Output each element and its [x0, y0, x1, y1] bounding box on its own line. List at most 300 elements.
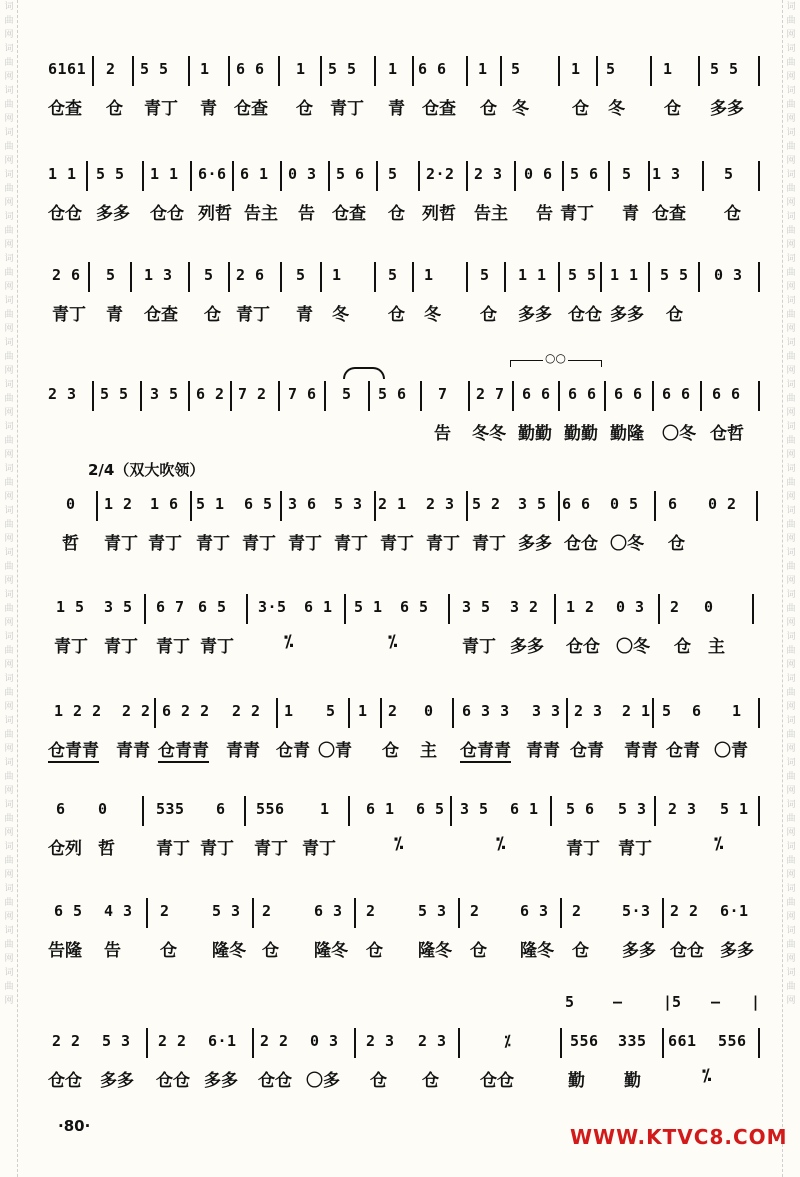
barline — [86, 161, 88, 191]
barline — [190, 161, 192, 191]
note-group: 2 3 — [48, 385, 77, 403]
barline — [374, 491, 376, 521]
note-group: 2 — [160, 902, 170, 920]
note-group: 5 5 — [660, 266, 689, 284]
note-group: 6·1 — [720, 902, 749, 920]
note-group: 6 6 — [568, 385, 597, 403]
note-group: 3 2 — [510, 598, 539, 616]
note-group: 556 — [570, 1032, 599, 1050]
note-group: 0 3 — [616, 598, 645, 616]
percussion-syllable: 告 — [298, 204, 315, 224]
notation-row — [48, 165, 758, 191]
percussion-syllable: 冬 — [424, 305, 441, 325]
notation-row — [48, 266, 758, 292]
note-group: 556 — [718, 1032, 747, 1050]
percussion-syllable: 〇冬 — [662, 424, 696, 444]
barline — [280, 491, 282, 521]
percussion-syllable: 青丁 — [54, 637, 88, 657]
note-group: 0 — [424, 702, 434, 720]
barline — [652, 381, 654, 411]
note-group: 6·6 — [198, 165, 227, 183]
barline — [244, 796, 246, 826]
barline — [188, 56, 190, 86]
percussion-syllable: 告主 — [474, 204, 508, 224]
percussion-syllable: 列哲 — [422, 204, 456, 224]
note-group: 1 2 — [104, 495, 133, 513]
barline — [512, 381, 514, 411]
percussion-syllable: 青青 — [624, 741, 658, 761]
note-group: 0 5 — [610, 495, 639, 513]
note-group: 5 6 — [336, 165, 365, 183]
note-group: 5 3 — [212, 902, 241, 920]
barline — [418, 161, 420, 191]
percussion-syllable: 仓 — [204, 305, 221, 325]
percussion-syllable: 青 — [622, 204, 639, 224]
barline — [468, 381, 470, 411]
percussion-syllable: 仓 — [674, 637, 691, 657]
percussion-syllable: 青 — [388, 99, 405, 119]
notation-row — [48, 800, 758, 826]
barline — [700, 381, 702, 411]
note-group: 2 6 — [236, 266, 265, 284]
note-group: 0 3 — [310, 1032, 339, 1050]
note-group: 1 6 — [150, 495, 179, 513]
note-group: 5 6 — [378, 385, 407, 403]
note-group: 6 5 — [416, 800, 445, 818]
percussion-syllable: 多多 — [610, 305, 644, 325]
barline — [504, 262, 506, 292]
barline — [142, 796, 144, 826]
note-group: 7 — [438, 385, 448, 403]
note-group: 5 2 — [472, 495, 501, 513]
note-group: 6 3 3 — [462, 702, 510, 720]
percussion-syllable: 青丁 — [242, 534, 276, 554]
note-group: 5 — [622, 165, 632, 183]
percussion-syllable: 多多 — [96, 204, 130, 224]
percussion-syllable: 青青 — [226, 741, 260, 761]
percussion-syllable: 多多 — [518, 305, 552, 325]
percussion-syllable: 仓仓 — [48, 204, 82, 224]
notation-row — [48, 702, 758, 728]
percussion-syllable-row — [48, 529, 758, 553]
note-group: 1 1 — [610, 266, 639, 284]
score-system — [48, 800, 758, 858]
note-group: 2 — [470, 902, 480, 920]
note-group: 5 — [388, 165, 398, 183]
note-group: 5 3 — [102, 1032, 131, 1050]
note-group: 1 — [320, 800, 330, 818]
note-group: 2·2 — [426, 165, 455, 183]
note-group: 5 — [606, 60, 616, 78]
note-group: 6 6 — [662, 385, 691, 403]
barline — [276, 698, 278, 728]
barline — [758, 1028, 760, 1058]
note-group: 5 5 — [96, 165, 125, 183]
percussion-syllable: 冬冬 — [472, 424, 506, 444]
note-group: 2 1 — [622, 702, 651, 720]
barline — [96, 491, 98, 521]
barline — [558, 56, 560, 86]
barline — [662, 1028, 664, 1058]
note-group: 2 3 — [426, 495, 455, 513]
note-group: 6 6 — [236, 60, 265, 78]
barline — [450, 796, 452, 826]
barline — [188, 262, 190, 292]
percussion-syllable: 多多 — [510, 637, 544, 657]
percussion-syllable: 仓仓 — [568, 305, 602, 325]
note-group: 6 6 — [522, 385, 551, 403]
note-group: 1 1 — [48, 165, 77, 183]
barline — [252, 1028, 254, 1058]
percussion-syllable: ⁒ — [388, 632, 398, 652]
percussion-syllable: 仓仓 — [566, 637, 600, 657]
barline — [230, 381, 232, 411]
barline — [604, 381, 606, 411]
note-group: 7 6 — [288, 385, 317, 403]
percussion-syllable: 青丁 — [104, 534, 138, 554]
percussion-syllable: 仓 — [724, 204, 741, 224]
barline — [654, 491, 656, 521]
note-group: 3 5 — [462, 598, 491, 616]
barline — [154, 698, 156, 728]
barline — [654, 796, 656, 826]
percussion-syllable: 冬 — [332, 305, 349, 325]
barline — [252, 898, 254, 928]
note-group: 5 — [204, 266, 214, 284]
percussion-syllable: 〇冬 — [616, 637, 650, 657]
barline — [698, 262, 700, 292]
note-group: 3 5 — [460, 800, 489, 818]
barline — [348, 698, 350, 728]
percussion-syllable: 多多 — [622, 941, 656, 961]
barline — [190, 491, 192, 521]
note-group: 5 3 — [618, 800, 647, 818]
percussion-syllable: 勤 — [568, 1071, 585, 1091]
percussion-syllable: 多多 — [518, 534, 552, 554]
percussion-syllable: 仓 — [480, 305, 497, 325]
percussion-syllable: 青青 — [116, 741, 150, 761]
percussion-syllable: 仓 — [388, 204, 405, 224]
percussion-syllable: 〇冬 — [610, 534, 644, 554]
note-group: 2 — [106, 60, 116, 78]
note-group: 6 5 — [400, 598, 429, 616]
note-group: 1 — [332, 266, 342, 284]
barline — [130, 262, 132, 292]
note-group: 2 — [670, 598, 680, 616]
barline — [648, 161, 650, 191]
note-group: 3·5 — [258, 598, 287, 616]
percussion-syllable: 仓仓 — [670, 941, 704, 961]
note-group: 6 6 — [562, 495, 591, 513]
percussion-syllable: 青丁 — [618, 839, 652, 859]
note-group: 2 7 — [476, 385, 505, 403]
barline — [374, 262, 376, 292]
percussion-syllable: 青丁 — [472, 534, 506, 554]
note-group: 2 3 — [574, 702, 603, 720]
percussion-syllable: 仓青 — [570, 741, 604, 761]
percussion-syllable: 冬 — [608, 99, 625, 119]
note-group: 6 6 — [614, 385, 643, 403]
barline — [560, 1028, 562, 1058]
percussion-syllable: 青丁 — [330, 99, 364, 119]
percussion-syllable: 青丁 — [236, 305, 270, 325]
percussion-syllable: 青丁 — [380, 534, 414, 554]
percussion-syllable: 青丁 — [560, 204, 594, 224]
volta-dash-1: — — [613, 993, 623, 1011]
percussion-syllable-row — [48, 736, 758, 760]
percussion-syllable: 仓仓 — [258, 1071, 292, 1091]
percussion-syllable: 仓仓 — [564, 534, 598, 554]
note-group: 2 2 — [158, 1032, 187, 1050]
percussion-syllable: 仓仓 — [480, 1071, 514, 1091]
percussion-syllable: 青丁 — [200, 637, 234, 657]
score-system — [48, 60, 758, 118]
barline — [650, 56, 652, 86]
barline — [566, 698, 568, 728]
note-group: 2 — [572, 902, 582, 920]
percussion-syllable: 青 — [106, 305, 123, 325]
note-group: 6 1 — [366, 800, 395, 818]
barline — [146, 1028, 148, 1058]
percussion-syllable: 青丁 — [148, 534, 182, 554]
barline — [448, 594, 450, 624]
percussion-syllable: 仓查 — [422, 99, 456, 119]
notation-row — [48, 598, 758, 624]
right-edge-dashes — [782, 0, 783, 1177]
side-watermark-right: 词曲网词曲网词曲网词曲网词曲网词曲网词曲网词曲网词曲网词曲网词曲网词曲网词曲网词曲网词曲网词曲网词曲网词曲网词曲网词曲网词曲网词曲网词曲网词曲网 — [786, 2, 796, 1006]
score-system — [48, 385, 758, 443]
barline — [458, 1028, 460, 1058]
barline — [558, 491, 560, 521]
note-group: 5 1 — [354, 598, 383, 616]
notation-row — [48, 495, 758, 521]
barline — [758, 56, 760, 86]
percussion-syllable: 仓查 — [144, 305, 178, 325]
barline — [608, 161, 610, 191]
note-group: 2 1 — [378, 495, 407, 513]
note-group: 0 3 — [288, 165, 317, 183]
percussion-syllable: 青 — [296, 305, 313, 325]
percussion-syllable: 列哲 — [198, 204, 232, 224]
percussion-syllable: 告隆 — [48, 941, 82, 961]
note-group: 2 — [388, 702, 398, 720]
percussion-syllable: 青丁 — [462, 637, 496, 657]
note-group: 1 — [663, 60, 673, 78]
percussion-syllable: 青丁 — [200, 839, 234, 859]
score-system — [48, 702, 758, 760]
barline — [368, 381, 370, 411]
barline — [596, 56, 598, 86]
barline — [328, 161, 330, 191]
notation-row — [48, 385, 758, 411]
site-watermark: WWW.KTVC8.COM — [570, 1125, 788, 1149]
percussion-syllable: 仓 — [262, 941, 279, 961]
note-group: 5 — [106, 266, 116, 284]
percussion-syllable: 哲 — [98, 839, 115, 859]
barline — [376, 161, 378, 191]
percussion-syllable-row — [48, 936, 758, 960]
barline — [324, 381, 326, 411]
percussion-syllable: 〇青 — [714, 741, 748, 761]
percussion-syllable: 仓 — [664, 99, 681, 119]
percussion-syllable: 仓仓 — [156, 1071, 190, 1091]
note-group: 5 — [388, 266, 398, 284]
percussion-syllable: 仓青青 — [48, 736, 99, 763]
note-group: 5 — [480, 266, 490, 284]
barline — [144, 594, 146, 624]
note-group: ⁒ — [504, 1032, 512, 1050]
barline — [500, 56, 502, 86]
note-group: 1 1 — [518, 266, 547, 284]
note-group: 6 6 — [418, 60, 447, 78]
percussion-syllable: 仓青青 — [460, 736, 511, 763]
note-group: 5 5 — [140, 60, 169, 78]
percussion-syllable: 仓青 — [276, 741, 310, 761]
percussion-syllable: 仓查 — [48, 99, 82, 119]
note-group: 1 — [284, 702, 294, 720]
barline — [562, 161, 564, 191]
notation-row — [48, 902, 758, 928]
note-group: 1 3 — [652, 165, 681, 183]
note-group: 1 — [571, 60, 581, 78]
barline — [132, 56, 134, 86]
score-system — [48, 165, 758, 223]
side-watermark-left: 词曲网词曲网词曲网词曲网词曲网词曲网词曲网词曲网词曲网词曲网词曲网词曲网词曲网词曲网词曲网词曲网词曲网词曲网词曲网词曲网词曲网词曲网词曲网词曲网 — [4, 2, 14, 1006]
percussion-syllable: ⁒ — [702, 1066, 712, 1086]
note-group: 3 5 — [104, 598, 133, 616]
percussion-syllable-row — [48, 1066, 758, 1090]
note-group: 6 1 — [240, 165, 269, 183]
barline — [320, 56, 322, 86]
percussion-syllable: 勤隆 — [610, 424, 644, 444]
percussion-syllable: 多多 — [710, 99, 744, 119]
note-group: 6 1 — [510, 800, 539, 818]
note-group: 5 — [511, 60, 521, 78]
page-number: ·80· — [58, 1117, 91, 1135]
percussion-syllable: 青丁 — [156, 637, 190, 657]
note-group: 6·1 — [208, 1032, 237, 1050]
percussion-syllable: 哲 — [62, 534, 79, 554]
barline — [232, 161, 234, 191]
percussion-syllable: 多多 — [720, 941, 754, 961]
note-group: 335 — [618, 1032, 647, 1050]
note-group: 1 — [424, 266, 434, 284]
barline — [758, 698, 760, 728]
note-group: 6 7 — [156, 598, 185, 616]
percussion-syllable: 勤勤 — [518, 424, 552, 444]
score-system — [48, 902, 758, 960]
note-group: 6 2 — [196, 385, 225, 403]
note-group: 6 5 — [198, 598, 227, 616]
percussion-syllable: 仓 — [366, 941, 383, 961]
note-group: 6161 — [48, 60, 87, 78]
percussion-syllable: 〇青 — [318, 741, 352, 761]
barline — [280, 161, 282, 191]
note-group: 5 — [326, 702, 336, 720]
note-group: 2 2 — [260, 1032, 289, 1050]
note-group: 0 6 — [524, 165, 553, 183]
note-group: 6 — [668, 495, 678, 513]
percussion-syllable: 仓仓 — [48, 1071, 82, 1091]
percussion-syllable: 青丁 — [288, 534, 322, 554]
barline — [278, 381, 280, 411]
note-group: 5 — [662, 702, 672, 720]
barline — [658, 594, 660, 624]
note-group: 1 5 — [56, 598, 85, 616]
barline — [458, 898, 460, 928]
percussion-syllable: 告 — [536, 204, 553, 224]
percussion-syllable: 勤 — [624, 1071, 641, 1091]
note-group: 1 — [388, 60, 398, 78]
note-group: 5 3 — [418, 902, 447, 920]
barline — [412, 262, 414, 292]
note-group: 1 — [478, 60, 488, 78]
percussion-syllable: 仓查 — [652, 204, 686, 224]
percussion-syllable: 告主 — [244, 204, 278, 224]
note-group: 5 — [724, 165, 734, 183]
barline — [554, 594, 556, 624]
barline — [758, 381, 760, 411]
note-group: 1 — [732, 702, 742, 720]
note-group: 3 3 — [532, 702, 561, 720]
note-group: 5 — [296, 266, 306, 284]
percussion-syllable: 青丁 — [566, 839, 600, 859]
barline — [558, 381, 560, 411]
percussion-syllable: 仓 — [370, 1071, 387, 1091]
note-group: 6 — [56, 800, 66, 818]
note-group: 3 6 — [288, 495, 317, 513]
barline — [246, 594, 248, 624]
percussion-syllable-row — [48, 419, 758, 443]
barline — [698, 56, 700, 86]
percussion-syllable: 隆冬 — [418, 941, 452, 961]
barline — [228, 56, 230, 86]
barline — [92, 381, 94, 411]
percussion-syllable: 青丁 — [104, 637, 138, 657]
percussion-syllable: 仓 — [422, 1071, 439, 1091]
barline — [648, 262, 650, 292]
percussion-syllable: 青青 — [526, 741, 560, 761]
note-group: 5 1 — [196, 495, 225, 513]
percussion-syllable: 〇多 — [306, 1071, 340, 1091]
note-group: 535 — [156, 800, 185, 818]
meter-label: 2/4（双大吹领） — [88, 461, 205, 479]
note-group: 2 — [366, 902, 376, 920]
percussion-syllable: 主 — [420, 741, 437, 761]
barline — [348, 796, 350, 826]
note-group: 4 3 — [104, 902, 133, 920]
percussion-syllable: 仓青 — [666, 741, 700, 761]
score-system — [48, 1032, 758, 1090]
note-group: 6 1 — [304, 598, 333, 616]
volta-dash-2: — — [711, 993, 721, 1011]
note-group: 3 5 — [518, 495, 547, 513]
barline — [756, 491, 758, 521]
note-group: 1 2 2 — [54, 702, 102, 720]
note-group: 1 3 — [144, 266, 173, 284]
percussion-syllable: 青丁 — [52, 305, 86, 325]
percussion-syllable-row — [48, 632, 758, 656]
note-group: 1 1 — [150, 165, 179, 183]
note-group: 6 — [216, 800, 226, 818]
percussion-syllable-row — [48, 834, 758, 858]
note-group: 6 5 — [54, 902, 83, 920]
percussion-syllable: 仓 — [160, 941, 177, 961]
score-system — [48, 495, 758, 553]
percussion-syllable: 隆冬 — [212, 941, 246, 961]
barline — [466, 262, 468, 292]
barline — [92, 56, 94, 86]
